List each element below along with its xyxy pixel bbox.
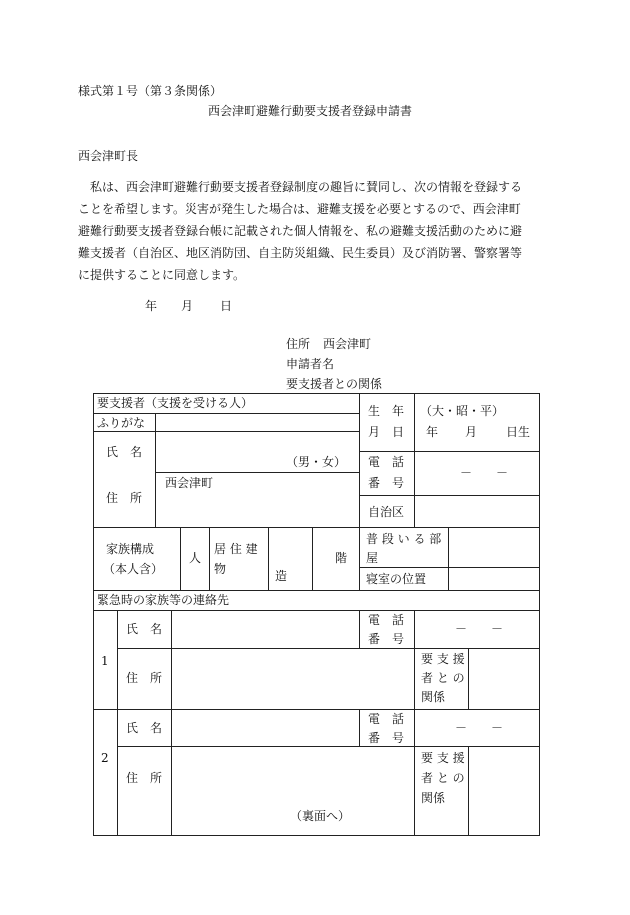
family-label-1: 家族構成 [106,542,155,556]
birth-label-1: 生 年 [368,404,405,418]
continued-on-back: （裏面へ） [290,809,351,823]
contact-address-label: 住 所 [126,771,163,785]
phone-label-1: 電 話 [368,455,405,469]
district-label: 自治区 [368,505,405,519]
contact-name-label: 氏 名 [126,622,163,636]
paragraph-line: 難支援者（自治区、地区消防団、自主防災組織、民生委員）及び消防署、警察署等 [78,246,523,260]
room-label-1: 普 段 い る 部 [366,532,442,546]
contact-phone-label-2: 番 号 [368,731,405,745]
contact-name-label: 氏 名 [126,721,163,735]
phone-field[interactable]: － － [460,466,509,480]
room-label-2: 屋 [366,551,379,565]
furigana-label: ふりがな [97,416,146,430]
applicant-address-value[interactable]: 西会津町 [323,337,372,351]
applicant-relation-label: 要支援者との関係 [286,377,383,391]
document-title: 西会津町避難行動要支援者登録申請書 [208,104,413,118]
applicant-name-label: 申請者名 [286,357,335,371]
contact-relation-label-2: 者 と の [421,771,465,785]
dwelling-label-1: 居 住 建 [214,542,258,556]
bedroom-label: 寝室の位置 [366,572,427,586]
address-label: 住 所 [106,491,143,505]
contact-address-label: 住 所 [126,671,163,685]
contact-relation-label-3: 関係 [421,690,446,704]
applicant-address-label: 住所 [286,337,311,351]
paragraph-line: に提供することに同意します。 [78,268,246,282]
addressee: 西会津町長 [78,149,139,163]
contact-relation-label-1: 要 支 援 [421,751,465,765]
name-label: 氏 名 [106,445,143,459]
contact-phone-label-1: 電 話 [368,712,405,726]
contact-phone-label-2: 番 号 [368,632,405,646]
consent-paragraph [78,176,552,286]
contact-number: 2 [101,751,109,765]
birth-year[interactable]: 年 [426,425,439,439]
date-day[interactable]: 日 [220,299,233,313]
era-choice[interactable]: （大・昭・平） [420,404,505,418]
contact-relation-label-2: 者 と の [421,671,465,685]
form-number: 様式第１号（第３条関係） [78,84,223,98]
persons-unit: 人 [189,551,202,565]
dwelling-label-2: 物 [214,562,227,576]
birth-day[interactable]: 日生 [506,425,531,439]
floor-unit: 階 [335,551,348,565]
paragraph-line: 私は、西会津町避難行動要支援者登録制度の趣旨に賛同し、次の情報を登録する [90,180,523,194]
date-year[interactable]: 年 [145,299,158,313]
contact-phone-label-1: 電 話 [368,613,405,627]
contact-number: 1 [101,654,109,668]
gender-choice[interactable]: （男・女） [286,455,347,469]
paragraph-line: ことを希望します。災害が発生した場合は、避難支援を必要とするので、西会津町 [78,202,521,216]
paragraph-line: 避難行動要支援者登録台帳に記載された個人情報を、私の避難支援活動のために避 [78,224,523,238]
address-field[interactable]: 西会津町 [165,476,214,490]
contact-relation-label-3: 関係 [421,791,446,805]
emergency-header: 緊急時の家族等の連絡先 [97,593,230,607]
structure-unit: 造 [275,569,288,583]
contact-relation-label-1: 要 支 援 [421,652,465,666]
contact-phone-field[interactable]: － － [455,622,504,636]
birth-month[interactable]: 月 [465,425,478,439]
support-person-header: 要支援者（支援を受ける人） [97,396,254,410]
contact-phone-field[interactable]: － － [455,721,504,735]
birth-label-2: 月 日 [368,425,405,439]
family-label-2: （本人含） [103,562,164,576]
phone-label-2: 番 号 [368,476,405,490]
date-month[interactable]: 月 [181,299,194,313]
